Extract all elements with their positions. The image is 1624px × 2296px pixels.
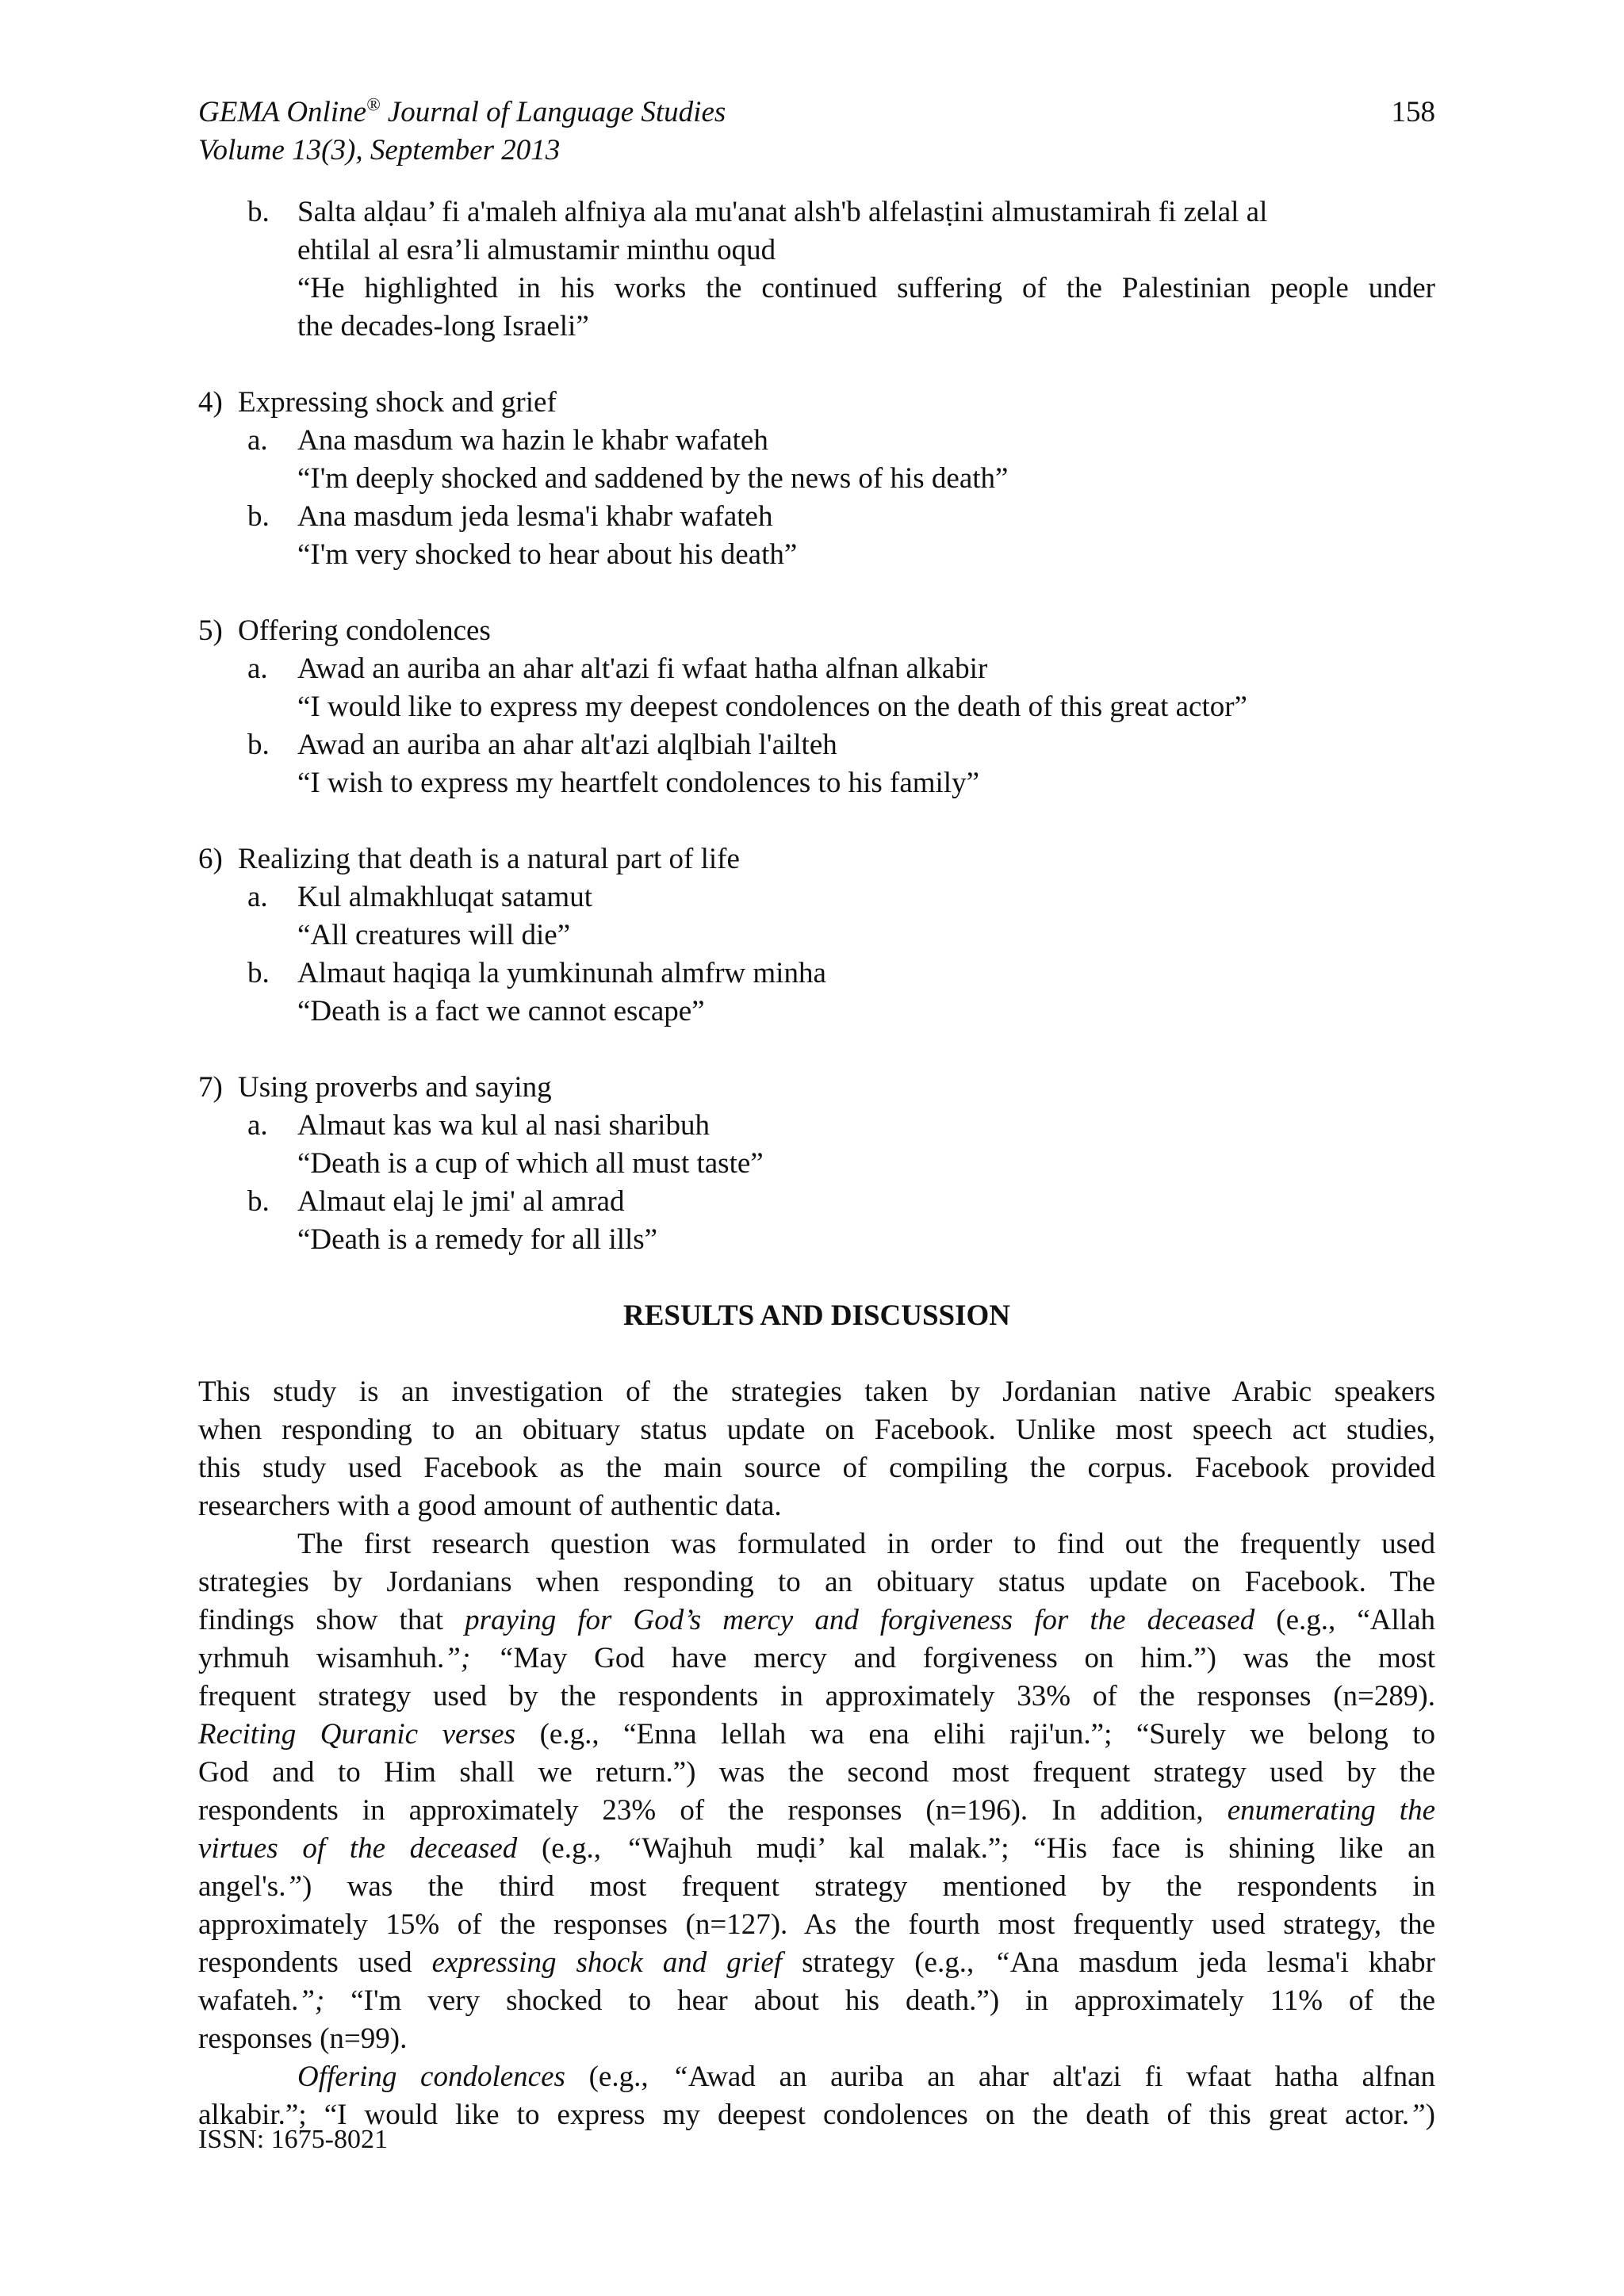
list-item: a. Almaut kas wa kul al nasi sharibuh — [247, 1109, 710, 1142]
issn-footer: ISSN: 1675-8021 — [198, 2125, 388, 2154]
list-item: b. Almaut haqiqa la yumkinunah almfrw minha — [247, 957, 826, 989]
list-item-translation: “Death is a remedy for all ills” — [297, 1223, 658, 1256]
paragraph-line: findings show that praying for God’s mercy and forgiveness for the deceased (e.g., “Allah — [198, 1604, 1435, 1636]
list-item-translation: “I wish to express my heartfelt condolences to his family” — [297, 767, 979, 799]
paragraph-line: this study used Facebook as the main source of compiling the corpus. Facebook provided — [198, 1452, 1435, 1484]
list-item: b. Salta alḍau’ fi a'maleh alfniya ala mu'anat alsh'b alfelasṭini almustamirah fi zelal al — [247, 196, 1268, 228]
list-item-translation: “I'm deeply shocked and saddened by the news of his death” — [297, 462, 1009, 495]
strategy-heading: 5) Offering condolences — [198, 614, 491, 647]
strategy-heading: 4) Expressing shock and grief — [198, 386, 557, 419]
paragraph-line: approximately 15% of the responses (n=127). As the fourth most frequently used strategy, the — [198, 1908, 1435, 1941]
section-heading: RESULTS AND DISCUSSION — [622, 1299, 1011, 1332]
running-header — [198, 94, 1435, 170]
paragraph-line: yrhmuh wisamhuh.”; “May God have mercy and forgiveness on him.”) was the most — [198, 1642, 1435, 1674]
list-item-translation: “All creatures will die” — [297, 919, 571, 951]
paragraph-line: The first research question was formulated in order to find out the frequently used — [297, 1528, 1435, 1560]
list-item-translation: the decades-long Israeli” — [297, 310, 589, 342]
paragraph-line: strategies by Jordanians when responding to an obituary status update on Facebook. The — [198, 1566, 1435, 1598]
paragraph-line: frequent strategy used by the respondents in approximately 33% of the responses (n=289). — [198, 1680, 1435, 1712]
list-item-translation: “I would like to express my deepest condolences on the death of this great actor” — [297, 691, 1247, 723]
strategy-heading: 7) Using proverbs and saying — [198, 1071, 552, 1104]
list-item-translation: “I'm very shocked to hear about his death” — [297, 538, 798, 571]
list-item: b. Almaut elaj le jmi' al amrad — [247, 1185, 625, 1218]
list-item: a. Ana masdum wa hazin le khabr wafateh — [247, 424, 768, 457]
volume-info: Volume 13(3), September 2013 — [198, 134, 561, 166]
list-item-continuation: ehtilal al esra’li almustamir minthu oqud — [297, 234, 776, 266]
paragraph-line: This study is an investigation of the strategies taken by Jordanian native Arabic speakers — [198, 1376, 1435, 1408]
paragraph-line: when responding to an obituary status update on Facebook. Unlike most speech act studies, — [198, 1414, 1435, 1446]
list-item: b. Awad an auriba an ahar alt'azi alqlbiah l'ailteh — [247, 729, 837, 761]
list-item: a. Awad an auriba an ahar alt'azi fi wfaat hatha alfnan alkabir — [247, 652, 988, 685]
body-text — [198, 193, 1435, 2134]
paragraph-line: wafateh.”; “I'm very shocked to hear about his death.”) in approximately 11% of the — [198, 1984, 1435, 2017]
paragraph-line: respondents in approximately 23% of the responses (n=196). In addition, enumerating the — [198, 1794, 1435, 1827]
list-item-translation: “He highlighted in his works the continued suffering of the Palestinian people under — [297, 272, 1435, 304]
paragraph-line: respondents used expressing shock and grief strategy (e.g., “Ana masdum jeda lesma'i khabr — [198, 1946, 1435, 1979]
paragraph-line: angel's.”) was the third most frequent strategy mentioned by the respondents in — [198, 1870, 1435, 1903]
journal-title: GEMA Online® Journal of Language Studies — [198, 94, 726, 128]
paragraph-line: researchers with a good amount of authentic data. — [198, 1490, 782, 1522]
paragraph-line: Offering condolences (e.g., “Awad an auriba an ahar alt'azi fi wfaat hatha alfnan — [297, 2061, 1436, 2093]
strategy-heading: 6) Realizing that death is a natural part of life — [198, 843, 740, 875]
list-item: b. Ana masdum jeda lesma'i khabr wafateh — [247, 500, 773, 533]
paragraph-line: virtues of the deceased (e.g., “Wajhuh muḍi’ kal malak.”; “His face is shining like an — [198, 1832, 1435, 1865]
paragraph-line: responses (n=99). — [198, 2022, 408, 2055]
paragraph-line: God and to Him shall we return.”) was the second most frequent strategy used by the — [198, 1756, 1435, 1789]
paragraph-line: alkabir.”; “I would like to express my deepest condolences on the death of this great actor.”) — [198, 2099, 1435, 2131]
page-number: 158 — [1391, 96, 1435, 128]
list-item: a. Kul almakhluqat satamut — [247, 881, 592, 913]
list-item-translation: “Death is a cup of which all must taste” — [297, 1147, 764, 1180]
paragraph-line: Reciting Quranic verses (e.g., “Enna lellah wa ena elihi raji'un.”; “Surely we belong to — [198, 1718, 1435, 1751]
list-item-translation: “Death is a fact we cannot escape” — [297, 995, 705, 1027]
